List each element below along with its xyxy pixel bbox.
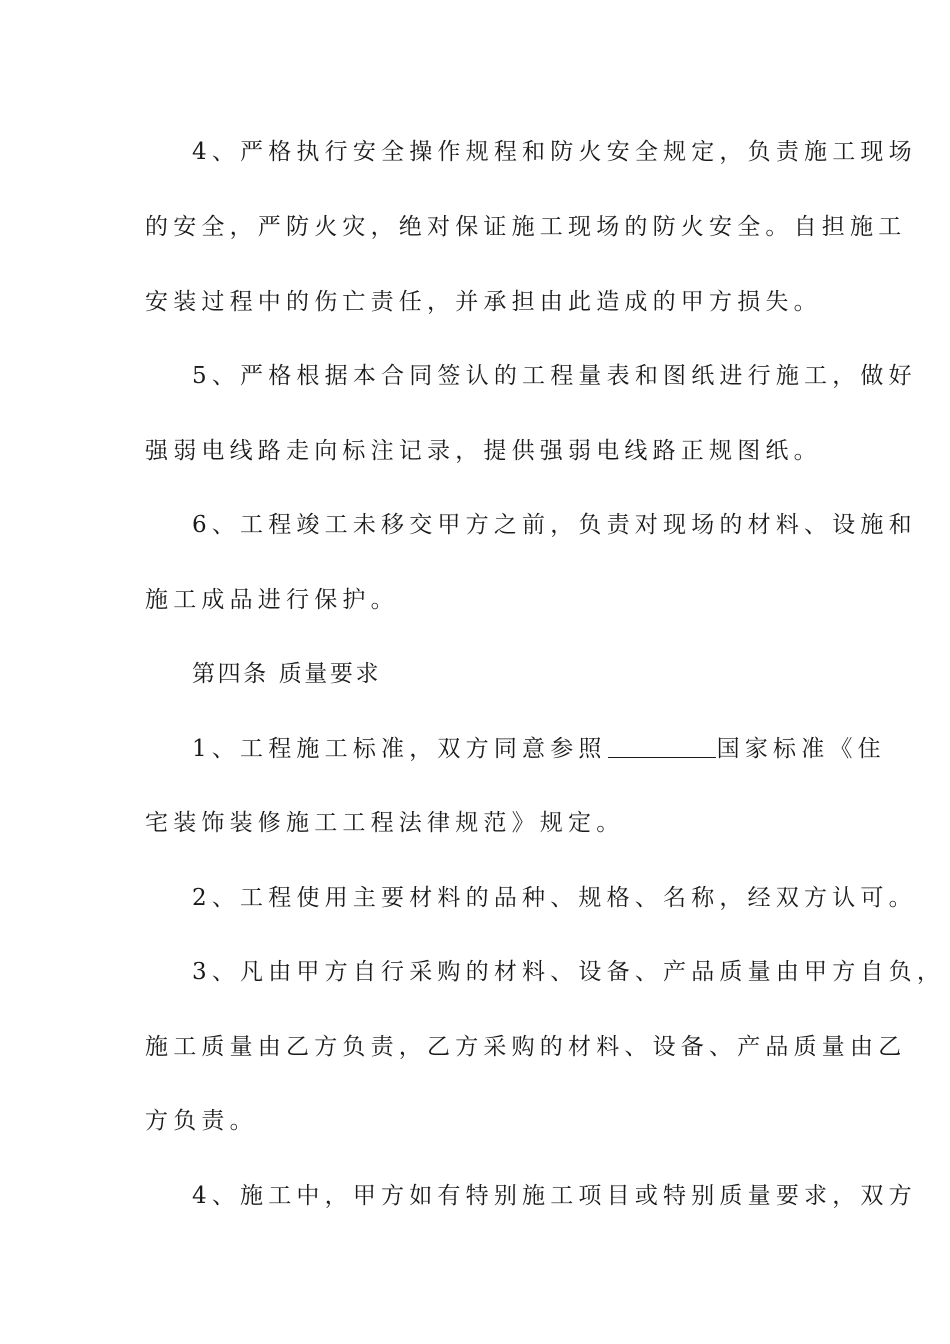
quality-item-1-line-1: 1、工程施工标准，双方同意参照 国家标准《住: [192, 736, 886, 762]
paragraph-6-line-2: 施工成品进行保护。: [145, 587, 399, 613]
quality-item-4-line-1: 4、施工中，甲方如有特别施工项目或特别质量要求，双方: [192, 1183, 917, 1209]
quality-item-3-line-1: 3、凡由甲方自行采购的材料、设备、产品质量由甲方自负，: [192, 959, 946, 985]
paragraph-4-line-2: 的安全，严防火灾，绝对保证施工现场的防火安全。自担施工: [145, 214, 907, 240]
paragraph-4-line-1: 4、严格执行安全操作规程和防火安全规定，负责施工现场: [192, 139, 917, 165]
paragraph-5-line-2: 强弱电线路走向标注记录，提供强弱电线路正规图纸。: [145, 438, 822, 464]
quality-item-2: 2、工程使用主要材料的品种、规格、名称，经双方认可。: [192, 885, 917, 911]
quality-item-3-line-2: 施工质量由乙方负责，乙方采购的材料、设备、产品质量由乙: [145, 1034, 907, 1060]
section-heading-article-4: 第四条 质量要求: [192, 661, 382, 687]
paragraph-6-line-1: 6、工程竣工未移交甲方之前，负责对现场的材料、设施和: [192, 512, 917, 538]
fill-in-blank: [608, 735, 716, 758]
quality-item-3-line-3: 方负责。: [145, 1108, 258, 1134]
paragraph-5-line-1: 5、严格根据本合同签认的工程量表和图纸进行施工，做好: [192, 363, 917, 389]
quality-item-1-line-2: 宅装饰装修施工工程法律规范》规定。: [145, 810, 625, 836]
paragraph-4-line-3: 安装过程中的伤亡责任，并承担由此造成的甲方损失。: [145, 289, 822, 315]
